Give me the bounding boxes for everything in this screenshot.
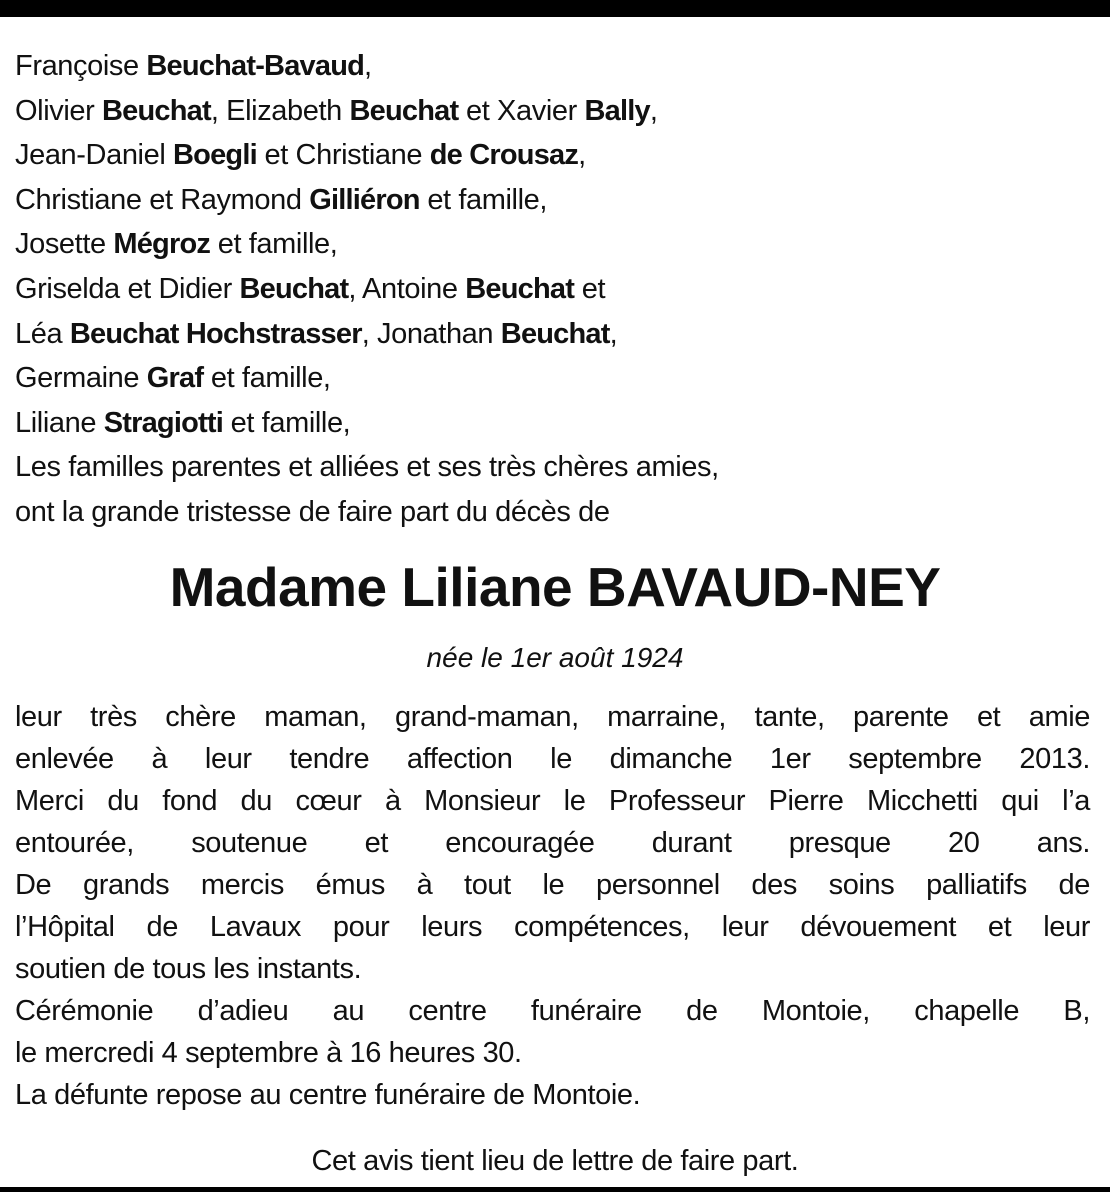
family-surname: Gilliéron (309, 183, 420, 216)
family-text: , (364, 50, 372, 82)
family-surname: Boegli (173, 139, 257, 172)
family-surname: Beuchat (349, 94, 459, 127)
text-line: leur très chère maman, grand-maman, marraine, tante, parente et amie (15, 701, 1090, 733)
text-line: soutien de tous les instants. (15, 953, 362, 985)
family-text: Jean-Daniel (15, 139, 174, 172)
family-text: Françoise (15, 50, 147, 82)
family-text: et famille, (419, 183, 548, 216)
family-text: et Christiane (256, 139, 430, 172)
family-text: et famille, (203, 362, 331, 395)
closing-note: Cet avis tient lieu de lettre de faire part. (311, 1145, 799, 1177)
family-text: , Elizabeth (210, 94, 350, 127)
family-line (15, 312, 1095, 357)
text-line: La défunte repose au centre funéraire de Montoie. (15, 1079, 641, 1111)
family-text: Christiane et Raymond (15, 183, 310, 216)
family-line (15, 490, 1095, 535)
family-text: Griselda et Didier (15, 272, 240, 305)
family-line (15, 222, 1095, 267)
family-line (15, 356, 1095, 401)
family-surname: Bally (584, 94, 650, 127)
family-line (15, 178, 1095, 223)
top-border (0, 0, 1110, 17)
text-line: enlevée à leur tendre affection le dimanche 1er septembre 2013. (15, 743, 1090, 775)
family-surname: Graf (146, 362, 204, 395)
text-line: l’Hôpital de Lavaux pour leurs compétences, leur dévouement et leur (15, 911, 1090, 943)
family-text: Les familles parentes et alliées et ses très chères amies, (15, 451, 719, 484)
family-surname: de Crousaz (429, 139, 579, 172)
family-text: et (574, 272, 606, 305)
birth-date: née le 1er août 1924 (426, 642, 684, 673)
text-line: Cérémonie d’adieu au centre funéraire de Montoie, chapelle B, (15, 995, 1090, 1027)
family-text: ont la grande tristesse de faire part du décès de (15, 495, 610, 528)
family-text: Olivier (15, 94, 103, 127)
text-line: le mercredi 4 septembre à 16 heures 30. (15, 1037, 522, 1069)
family-text: Germaine (15, 362, 147, 395)
family-text: Léa (15, 317, 70, 350)
family-line (15, 89, 1095, 134)
family-text: et famille, (210, 228, 338, 261)
family-text: , (578, 139, 586, 172)
family-surname: Beuchat (102, 94, 211, 127)
family-text: Liliane (15, 406, 104, 439)
family-line (15, 133, 1095, 178)
family-surname: Beuchat (239, 272, 349, 305)
family-surname: Mégroz (113, 228, 211, 261)
text-line: Merci du fond du cœur à Monsieur le Professeur Pierre Micchetti qui l’a (15, 785, 1090, 817)
family-surname: Beuchat (500, 317, 610, 350)
family-text: Josette (15, 228, 114, 261)
bottom-border (0, 1187, 1110, 1192)
family-line (15, 445, 1095, 490)
family-text: , Jonathan (361, 317, 501, 350)
family-surname: Beuchat Hochstrasser (69, 317, 362, 350)
obituary-text (15, 696, 1090, 1116)
family-line (15, 267, 1095, 312)
family-surname: Beuchat (465, 272, 575, 305)
deceased-name: Madame Liliane BAVAUD-NEY (169, 556, 941, 618)
family-surname: Stragiotti (103, 406, 223, 439)
text-line: entourée, soutenue et encouragée durant presque 20 ans. (15, 827, 1090, 859)
family-text: et famille, (222, 406, 351, 439)
family-text: , (649, 94, 658, 127)
family-text: , (609, 317, 618, 350)
family-line (15, 44, 1095, 89)
text-line: De grands mercis émus à tout le personnel des soins palliatifs de (15, 869, 1090, 901)
family-line (15, 401, 1095, 446)
family-list (15, 44, 1095, 535)
family-text: et Xavier (458, 94, 585, 127)
family-surname: Beuchat-Bavaud (146, 50, 365, 82)
family-text: , Antoine (348, 272, 466, 305)
